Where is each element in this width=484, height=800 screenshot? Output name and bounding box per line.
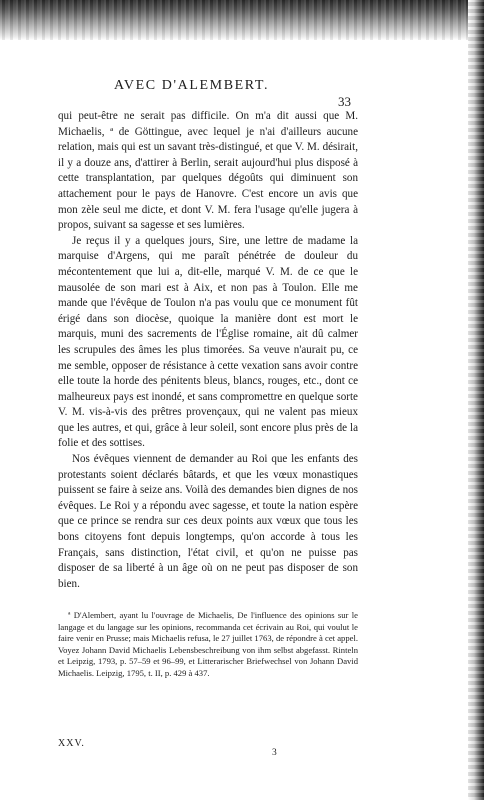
paragraph-1: qui peut-être ne serait pas difficile. On m'a dit aussi que M. Michaelis, ª de Göttingue, avec lequel je n'ai d'ailleurs aucune relation, mais qui est un savant très-distingué, et que V. M. désirait, il y a douze ans, d'attirer à Berlin, serait aujourd'hui plus disposé à cette transplantation, par quelques dégoûts qui diminuent son attachement pour le pays de Hanovre. C'est encore un avis que mon zèle seul me dicte, et dont V. M. fera l'usage qu'elle jugera à propos, suivant sa sagesse et ses lumières. xyxy=(58,110,358,232)
paragraph-3: Nos évêques viennent de demander au Roi que les enfants des protestants soient déclarés bâtards, et que les vœux monastiques puissent se faire à seize ans. Voilà des demandes bien dignes de nos évêques. Le Roi y a répondu avec sagesse, et toute la nation espère que ce prince se rendra sur ces deux points aux vœux que tous les bons citoyens font depuis longtemps, qu'on accorde à tous les Français, sans distinction, l'état civil, et qu'on ne puisse pas disposer de sa liberté à un âge où on ne peut pas disposer de son bien. xyxy=(58,453,358,590)
paragraph-2: Je reçus il y a quelques jours, Sire, une lettre de madame la marquise d'Argens, qui me paraît pénétrée de douleur du mécontentement que lui a, dit-elle, marqué V. M. de ce que le mausolée de son mari est à Aix, et non pas à Toulon. Elle me mande que l'évêque de Toulon n'a pas voulu que ce monument fût érigé dans son diocèse, quoique la manière dont est mort le marquis, muni des sacrements de l'Église romaine, ait dû calmer les scrupules des âmes les plus timorées. Sa veuve n'aurait pu, ce me semble, opposer de résistance à cette vexation sans avoir contre elle toute la horde des pénitents bleus, blancs, rouges, etc., dont ce malheureux pays est inondé, et sans compromettre en quelque sorte V. M. vis-à-vis des prêtres provençaux, qui ne valent pas mieux que les autres, et qui, grâce à leur soleil, sont encore plus près de la folie et des sottises. xyxy=(58,234,358,450)
running-title: AVEC D'ALEMBERT. xyxy=(114,78,270,93)
scan-noise-top xyxy=(0,0,484,40)
book-page xyxy=(58,62,358,758)
running-head xyxy=(58,62,358,109)
footnote-a: ª D'Alembert, ayant lu l'ouvrage de Michaelis, De l'influence des opinions sur le langage et du langage sur les opinions, recommanda cet écrivain au Roi, qui voulut le faire venir en Prusse; mais Michaelis refusa, le 27 juillet 1763, de répondre à cet appel. Voyez Johann David Michaelis Lebensbeschreibung von ihm selbst abgefasst. Rinteln et Leipzig, 1793, p. 57–59 et 96–99, et Litterarischer Briefwechsel von Johann David Michaelis. Leipzig, 1795, t. II, p. 429 à 437. xyxy=(58,610,358,678)
folio-number: 3 xyxy=(272,748,277,758)
page-number: 33 xyxy=(338,94,351,109)
footnotes xyxy=(58,610,358,680)
scan-noise-right xyxy=(468,0,484,800)
signature-mark: XXV. xyxy=(58,738,85,749)
body-text xyxy=(58,109,358,592)
